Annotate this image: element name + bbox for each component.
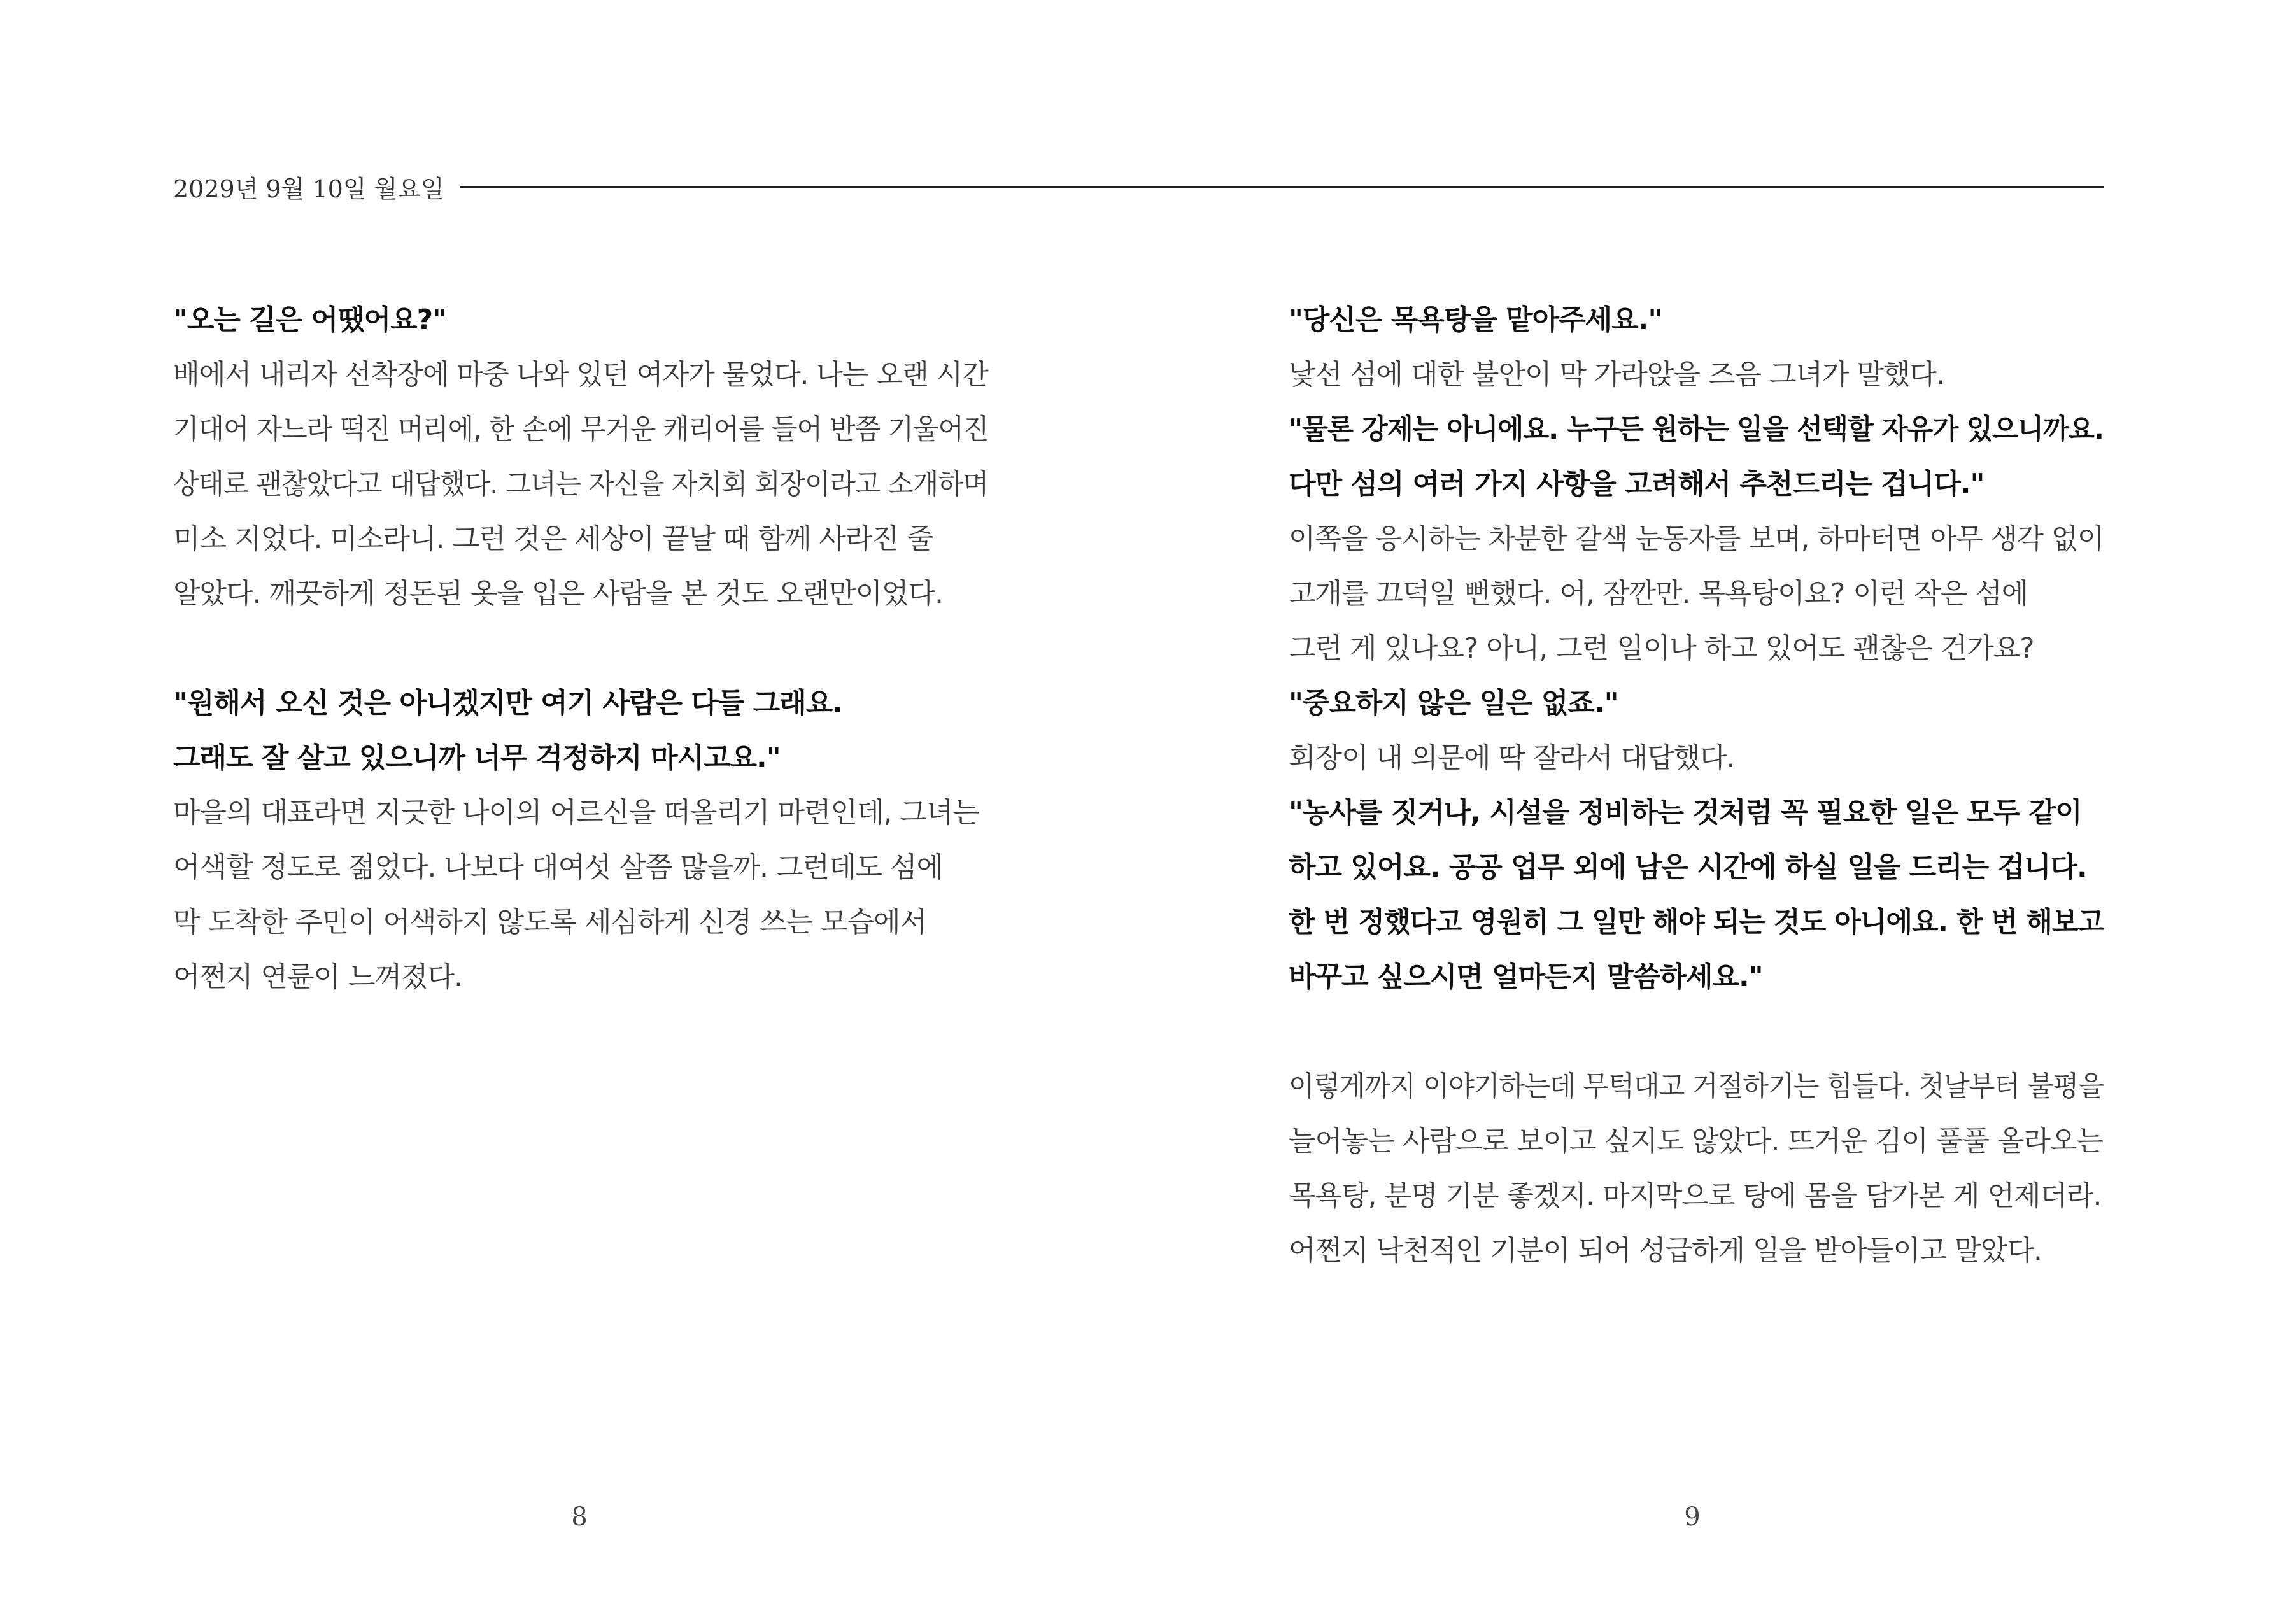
narration-line: 어쩐지 낙천적인 기분이 되어 성급하게 일을 받아들이고 말았다. bbox=[1289, 1234, 2042, 1267]
dialogue-line: "원해서 오신 것은 아니겠지만 여기 사람은 다들 그래요. bbox=[173, 687, 842, 719]
dialogue-line: 다만 섬의 여러 가지 사항을 고려해서 추천드리는 겁니다." bbox=[1289, 468, 1984, 500]
narration-line: 어쩐지 연륜이 느껴졌다. bbox=[173, 961, 462, 993]
narration-line: 미소 지었다. 미소라니. 그런 것은 세상이 끝날 때 함께 사라진 줄 bbox=[173, 523, 933, 555]
narration-line: 목욕탕, 분명 기분 좋겠지. 마지막으로 탕에 몸을 담가본 게 언제더라. bbox=[1289, 1180, 2102, 1212]
narration-line: 늘어놓는 사람으로 보이고 싶지도 않았다. 뜨거운 김이 풀풀 올라오는 bbox=[1289, 1125, 2103, 1157]
narration-line: 막 도착한 주민이 어색하지 않도록 세심하게 신경 쓰는 모습에서 bbox=[173, 906, 926, 938]
page-number-left: 8 bbox=[571, 1502, 588, 1532]
page-number-right: 9 bbox=[1684, 1502, 1701, 1532]
running-header bbox=[173, 169, 2104, 204]
dialogue-line: "중요하지 않은 일은 없죠." bbox=[1289, 687, 1618, 719]
narration-line: 어색할 정도로 젊었다. 나보다 대여섯 살쯤 많을까. 그런데도 섬에 bbox=[173, 851, 943, 884]
narration-line: 회장이 내 의문에 딱 잘라서 대답했다. bbox=[1289, 742, 1735, 774]
narration-line: 알았다. 깨끗하게 정돈된 옷을 입은 사람을 본 것도 오랜만이었다. bbox=[173, 577, 943, 610]
dialogue-line: "오는 길은 어땠어요?" bbox=[173, 304, 447, 336]
narration-line: 기대어 자느라 떡진 머리에, 한 손에 무거운 캐리어를 들어 반쯤 기울어진 bbox=[173, 413, 989, 446]
narration-line: 고개를 끄덕일 뻔했다. 어, 잠깐만. 목욕탕이요? 이런 작은 섬에 bbox=[1289, 577, 2028, 610]
right-page-body bbox=[1289, 293, 2104, 1278]
paragraph-gap bbox=[173, 621, 988, 676]
header-date: 2029년 9월 10일 월요일 bbox=[173, 175, 444, 203]
dialogue-line: "농사를 짓거나, 시설을 정비하는 것처럼 꼭 필요한 일은 모두 같이 bbox=[1289, 796, 2082, 829]
narration-line: 이쪽을 응시하는 차분한 갈색 눈동자를 보며, 하마터면 아무 생각 없이 bbox=[1289, 523, 2104, 555]
dialogue-line: "물론 강제는 아니에요. 누구든 원하는 일을 선택할 자유가 있으니까요. bbox=[1289, 413, 2104, 446]
paragraph-gap bbox=[1289, 1005, 2104, 1059]
dialogue-line: "당신은 목욕탕을 맡아주세요." bbox=[1289, 304, 1662, 336]
narration-line: 낯선 섬에 대한 불안이 막 가라앉을 즈음 그녀가 말했다. bbox=[1289, 358, 1944, 391]
left-page-body bbox=[173, 293, 988, 1005]
narration-line: 그런 게 있나요? 아니, 그런 일이나 하고 있어도 괜찮은 건가요? bbox=[1289, 632, 2034, 665]
dialogue-line: 바꾸고 싶으시면 얼마든지 말씀하세요." bbox=[1289, 961, 1763, 993]
narration-line: 상태로 괜찮았다고 대답했다. 그녀는 자신을 자치회 회장이라고 소개하며 bbox=[173, 468, 989, 500]
header-rule bbox=[460, 186, 2104, 188]
narration-line: 마을의 대표라면 지긋한 나이의 어르신을 떠올리기 마련인데, 그녀는 bbox=[173, 796, 979, 829]
narration-line: 배에서 내리자 선착장에 마중 나와 있던 여자가 물었다. 나는 오랜 시간 bbox=[173, 358, 988, 391]
dialogue-line: 하고 있어요. 공공 업무 외에 남은 시간에 하실 일을 드리는 겁니다. bbox=[1289, 851, 2087, 884]
dialogue-line: 한 번 정했다고 영원히 그 일만 해야 되는 것도 아니에요. 한 번 해보고 bbox=[1289, 906, 2104, 938]
dialogue-line: 그래도 잘 살고 있으니까 너무 걱정하지 마시고요." bbox=[173, 742, 781, 774]
narration-line: 이렇게까지 이야기하는데 무턱대고 거절하기는 힘들다. 첫날부터 불평을 bbox=[1289, 1070, 2104, 1103]
